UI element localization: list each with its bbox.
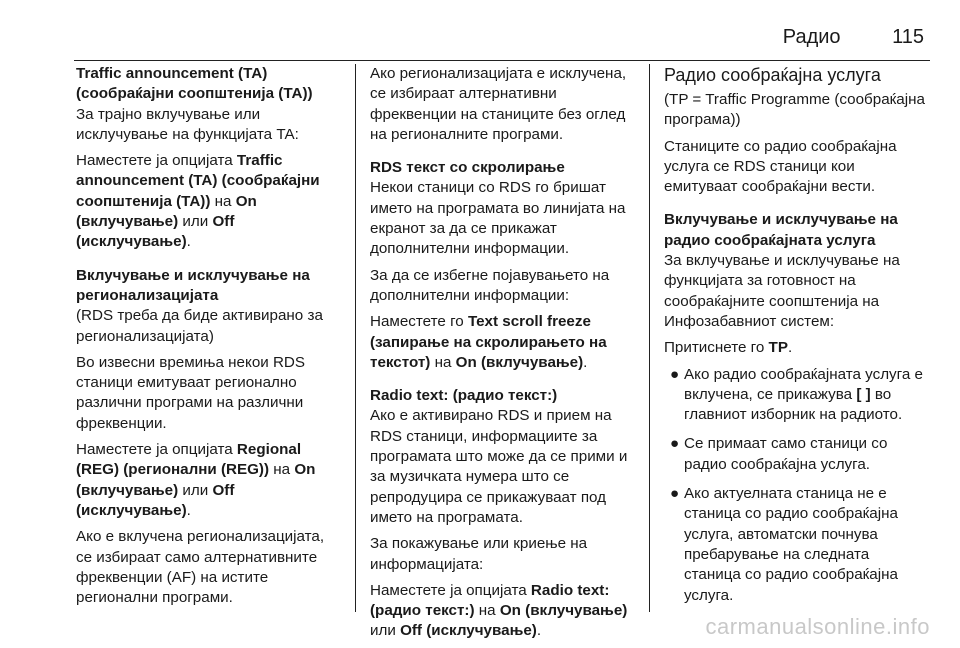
paragraph: Притиснете го TP. <box>664 339 793 357</box>
paragraph: Ако е вклучена регионализацијата, се избираат само алтернативните фреквенции (AF) на истите регионални програми. <box>76 528 325 607</box>
paragraph: За вклучување и исклучување на функцијата за готовност на сообраќајните соопштенија на Инфозабавниот систем: <box>664 252 900 330</box>
column-divider <box>355 64 356 612</box>
column-3 <box>664 64 930 615</box>
page-header <box>783 26 924 49</box>
watermark: carmanualsonline.info <box>705 614 930 639</box>
bullet-icon: ● <box>670 435 680 453</box>
section-heading: Traffic announcement (TA) (сообраќајни соопштенија (TA)) <box>76 65 313 103</box>
list-item: ● Ако актуелната станица не е станица со радио сообраќајна услуга, автоматски почнува пребарување на следната станица со радио сообраќајна услуга. <box>670 485 898 604</box>
section-heading: Вклучување и исклучување на радио сообраќајната услуга <box>664 211 898 249</box>
page-title: Радио <box>782 26 841 48</box>
paragraph: Некои станици со RDS го бришат името на програмата во линијата на екранот за да се прикажат дополнителни информации. <box>370 179 626 258</box>
section-heading: Вклучување и исклучување на регионализацијата <box>76 266 310 304</box>
paragraph: Станиците со радио сообраќајна услуга се RDS станици кои емитуваат сообраќајни вести. <box>664 137 897 196</box>
bullet-icon: ● <box>670 485 680 503</box>
paragraph: Наместете го Text scroll freeze (запирање на скролирањето на текстот) на On (вклучување). <box>370 313 607 371</box>
section-heading: RDS текст со скролирање <box>370 159 565 177</box>
paragraph: За трајно вклучување или исклучување на функцијата TA: <box>76 105 299 143</box>
list-item: ● Се примаат само станици со радио сообраќајна услуга. <box>670 435 888 473</box>
paragraph: Во извесни времиња некои RDS станици емитуваат регионално различни програми на различни фреквенции. <box>76 353 306 432</box>
list-item: ● Ако радио сообраќајната услуга е вклучена, се прикажува [ ] во главниот изборник на радиото. <box>670 365 923 424</box>
bullet-icon: ● <box>670 365 680 383</box>
paragraph: За да се избегне појавувањето на дополнителни информации: <box>370 266 610 304</box>
paragraph: Наместете ја опцијата Traffic announcement (TA) (сообраќајни соопштенија (TA)) на On (вклучување) или Off (исклучување). <box>76 152 320 251</box>
section-heading: Radio text: (радио текст:) <box>370 387 558 405</box>
paragraph: (TP = Traffic Programme (сообраќајна програма)) <box>664 91 925 129</box>
column-2 <box>370 64 636 648</box>
bullet-list <box>664 365 930 606</box>
column-divider <box>649 64 650 612</box>
section-title: Радио сообраќајна услуга <box>664 65 881 85</box>
header-rule <box>74 60 930 61</box>
paragraph: Наместете ја опцијата Regional (REG) (регионални (REG)) на On (вклучување) или Off (исклучување). <box>76 441 316 519</box>
page-number: 115 <box>892 26 924 48</box>
paragraph: Ако е активирано RDS и прием на RDS станици, информациите за програмата што може да се прими и за музичката нумера што се репродуцира се прикажуваат под името на програмата. <box>370 407 628 526</box>
paragraph: За покажување или криење на информацијата: <box>370 535 588 573</box>
paragraph: Ако регионализацијата е исклучена, се избираат алтернативни фреквенции на станиците без оглед на регионалните програми. <box>370 65 627 143</box>
paragraph: Наместете ја опцијата Radio text: (радио текст:) на On (вклучување) или Off (исклучување). <box>370 581 628 640</box>
column-1 <box>76 64 342 614</box>
paragraph: (RDS треба да биде активирано за регионализацијата) <box>76 307 323 345</box>
